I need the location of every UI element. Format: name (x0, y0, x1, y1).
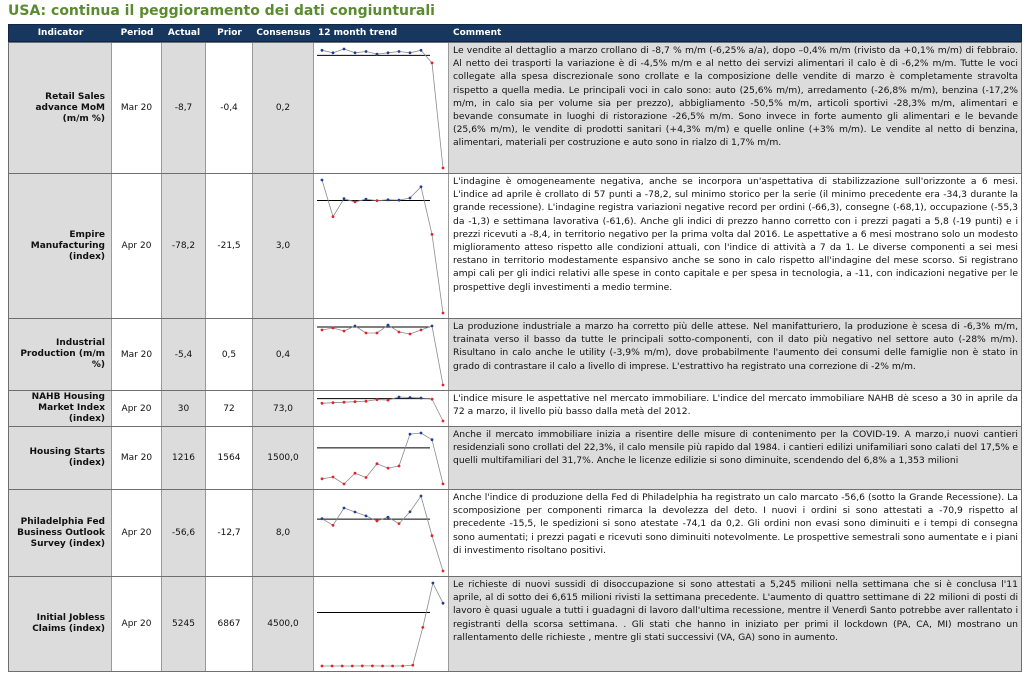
trend-point (321, 517, 324, 520)
period-value: Apr 20 (112, 391, 162, 426)
indicator-name: Philadelphia Fed Business Outlook Survey (index) (9, 490, 112, 576)
page-title: USA: continua il peggioramento dei dati congiunturali (8, 3, 435, 19)
trend-point (361, 665, 364, 668)
trend-chart (314, 319, 449, 390)
trend-point (442, 602, 445, 605)
indicator-name: Retail Sales advance MoM (m/m %) (9, 43, 112, 173)
trend-point (354, 511, 357, 514)
trend-point (387, 51, 390, 54)
period-value: Mar 20 (112, 427, 162, 489)
sparkline (314, 174, 448, 318)
period-value: Apr 20 (112, 490, 162, 576)
indicator-name: Industrial Production (m/m %) (9, 319, 112, 390)
comment-text: Le vendite al dettaglio a marzo crollano di -8,7 % m/m (-6,25% a/a), dopo –0,4% m/m (rivisto da +0,1% m/m) di febbraio. Al netto dei trasporti la variazione è di -4,5% m/m e al netto dei servizi alimentari il calo è di -6,2% m/m. Tutte le voci collegate alla spesa discrezionale sono crollate e la composizione delle vendite di marzo è completamente stravolta rispetto a quella media. Le principali voci in calo sono: auto (25,6% m/m), arredamento (-26,8% m/m), benzina (-17,2% m/m, in calo sia per volume sia per prezzo), abbigliamento -50,5% m/m, articoli sportivi -28,3% m/m, alimentari e bevande consumate in luoghi di ristorazione -26,5% m/m. Sono invece in forte aumento gli alimentari e le bevande (25,6% m/m), le vendite di prodotti sanitari (+4,3% m/m) e quelle online (+3% m/m). Le vendite al netto di benzina, alimentari, materiali per costruzione e auto sono in rialzo di 1,7% m/m. (449, 43, 1021, 173)
header-trend: 12 month trend (318, 28, 398, 38)
trend-point (365, 50, 368, 53)
prior-value: 6867 (206, 577, 253, 671)
trend-line (322, 496, 443, 571)
comment-text: Le richieste di nuovi sussidi di disoccupazione si sono attestati a 5,245 milioni nella settimana che si è conclusa l'11 aprile, al di sotto dei 6,615 milioni rivisti la settimana precedente. L'aumento di quattro settimane di 22 milioni di posti di lavoro è quasi uguale a tutti i guadagni di lavoro dall'ultima recessione, mentre il Venerdì Santo potrebbe aver rallentato i registranti della scorsa settimana. . Gli stati che hanno in iniziato per primi il lockdown (PA, CA, MI) mostrano un rallentamento delle richieste , mentre gli stati successivi (VA, GA) sono in aumento. (449, 577, 1021, 671)
period-value: Mar 20 (112, 43, 162, 173)
trend-point (321, 329, 324, 332)
trend-chart (314, 490, 449, 576)
comment-text: L'indagine è omogeneamente negativa, anche se incorpora un'aspettativa di stabilizzazione sull'orizzonte a 6 mesi. L'indice ad aprile è crollato di 57 punti a -78,2, sul minimo storico per la serie (il minimo precedente era -34,3 durante la grande recessione). L'indagine registra variazioni negative record per ordini (-66,3), consegne (-68,1), occupazione (-55,3 da -1,3) e settimana lavorativa (-61,6). Anche gli indici di prezzo hanno corretto con i prezzi pagati a 5,8 (-19 punti) e i prezzi ricevuti a -8,4, in territorio negativo per la prima volta dal 2016. Le aspettative a 6 mesi mostrano solo un modesto miglioramento atteso rispetto alle condizioni attuali, con l'indice di attività a 7 da 1. Le diverse componenti a sei mesi restano in territorio modestamente espansivo anche se sono in calo rispetto all'indagine del mese scorso. Si registrano ampi cali per gli indici relativi alle spese in conto capitale e per spesa in tecnologia, a -11, con indicazioni negative per le prospettive degli investimenti a medio termine. (453, 176, 1018, 293)
period-value: Apr 20 (112, 174, 162, 318)
trend-point (387, 399, 390, 402)
trend-point (398, 396, 401, 399)
consensus-value: 4500,0 (253, 577, 314, 671)
trend-point (332, 51, 335, 54)
trend-point (321, 665, 324, 668)
trend-point (411, 664, 414, 667)
trend-point (409, 333, 412, 336)
table-row (8, 576, 1022, 672)
trend-point (354, 472, 357, 475)
trend-chart (314, 174, 449, 318)
trend-point (354, 51, 357, 54)
sparkline (314, 43, 448, 173)
trend-point (409, 197, 412, 200)
trend-point (420, 49, 423, 52)
trend-point (442, 483, 445, 486)
table-row (8, 42, 1022, 174)
actual-value: -78,2 (162, 174, 206, 318)
prior-value: -21,5 (206, 174, 253, 318)
trend-point (432, 582, 435, 585)
trend-point (351, 665, 354, 668)
trend-point (442, 384, 445, 387)
trend-point (387, 324, 390, 327)
consensus-value: 1500,0 (253, 427, 314, 489)
period-value: Apr 20 (112, 577, 162, 671)
trend-point (431, 438, 434, 441)
header-comment: Comment (453, 28, 502, 38)
consensus-value: 0,4 (253, 319, 314, 390)
header-indicator: Indicator (37, 28, 84, 38)
table-row (8, 173, 1022, 319)
trend-point (420, 495, 423, 498)
trend-point (321, 477, 324, 480)
trend-chart (314, 391, 449, 426)
indicator-name: Housing Starts (index) (9, 427, 112, 489)
prior-value: -0,4 (206, 43, 253, 173)
trend-point (409, 396, 412, 399)
trend-line (322, 433, 443, 484)
sparkline (314, 427, 448, 489)
trend-point (431, 233, 434, 236)
trend-point (343, 330, 346, 333)
trend-point (376, 520, 379, 523)
comment-text: La produzione industriale a marzo ha corretto più delle attese. Nel manifatturiero, la produzione è scesa di -6,3% m/m, trainata verso il basso da tutte le principali sotto-componenti, con il dato più negativo nel settore auto (-28% m/m). Risultano in calo anche le utility (-3,9% m/m), dove probabilmente l'aumento dei consumi delle famiglie non è stato in grado di contrastare il calo a livello di imprese. L'estrattivo ha registrato una correzione di -2% m/m. (449, 319, 1021, 390)
trend-line (322, 583, 443, 666)
trend-point (420, 329, 423, 332)
prior-value: 72 (206, 391, 253, 426)
table-row (8, 390, 1022, 427)
header-period: Period (120, 28, 154, 38)
trend-point (332, 401, 335, 404)
trend-point (376, 462, 379, 465)
trend-point (354, 201, 357, 204)
trend-point (387, 467, 390, 470)
trend-point (431, 398, 434, 401)
table-row (8, 426, 1022, 490)
trend-point (420, 397, 423, 400)
trend-point (321, 179, 324, 182)
indicator-name: Initial Jobless Claims (index) (9, 577, 112, 671)
sparkline (314, 391, 448, 426)
table-header (8, 24, 1022, 42)
consensus-value: 8,0 (253, 490, 314, 576)
actual-value: 1216 (162, 427, 206, 489)
table-row (8, 489, 1022, 577)
trend-point (401, 665, 404, 668)
header-consensus: Consensus (256, 28, 311, 38)
trend-point (409, 51, 412, 54)
prior-value: 0,5 (206, 319, 253, 390)
trend-point (365, 476, 368, 479)
trend-point (343, 197, 346, 200)
consensus-value: 3,0 (253, 174, 314, 318)
trend-point (354, 400, 357, 403)
prior-value: 1564 (206, 427, 253, 489)
prior-value: -12,7 (206, 490, 253, 576)
trend-point (398, 50, 401, 53)
sparkline (314, 319, 448, 390)
trend-point (420, 432, 423, 435)
trend-point (387, 198, 390, 201)
trend-point (365, 332, 368, 335)
trend-point (398, 199, 401, 202)
trend-point (365, 400, 368, 403)
consensus-value: 0,2 (253, 43, 314, 173)
period-value: Mar 20 (112, 319, 162, 390)
trend-point (343, 507, 346, 510)
indicator-name: NAHB Housing Market Index (index) (9, 391, 112, 426)
sparkline (314, 577, 448, 671)
trend-line (322, 49, 443, 168)
trend-point (343, 401, 346, 404)
trend-point (365, 198, 368, 201)
trend-point (376, 332, 379, 335)
trend-point (420, 185, 423, 188)
trend-line (322, 325, 443, 385)
indicator-name: Empire Manufacturing (index) (9, 174, 112, 318)
trend-point (332, 215, 335, 218)
trend-point (409, 433, 412, 436)
trend-point (398, 331, 401, 334)
trend-point (381, 665, 384, 668)
trend-point (331, 665, 334, 668)
trend-point (354, 325, 357, 328)
trend-point (343, 483, 346, 486)
trend-point (341, 665, 344, 668)
trend-point (431, 534, 434, 537)
comment-text: Anche il mercato immobiliare inizia a risentire delle misure di contenimento per la COVID-19. A marzo,i nuovi cantieri residenziali sono crollati del 22,3%, il calo mensile più rapido dal 1984. i cantieri edilizi unifamiliari sono calati del 17,5% e quelli multifamiliari del 31,7%. Anche le licenze edilizie si sono diminuite, scendendo del 6,8% a 1,353 milioni (449, 427, 1021, 489)
trend-point (431, 325, 434, 328)
actual-value: 30 (162, 391, 206, 426)
trend-point (365, 515, 368, 518)
trend-point (431, 62, 434, 65)
trend-point (421, 626, 424, 629)
trend-point (398, 465, 401, 468)
trend-point (332, 476, 335, 479)
trend-line (322, 180, 443, 313)
trend-point (376, 398, 379, 401)
trend-point (409, 510, 412, 513)
trend-point (332, 327, 335, 330)
header-prior: Prior (217, 28, 242, 38)
actual-value: 5245 (162, 577, 206, 671)
actual-value: -8,7 (162, 43, 206, 173)
trend-point (391, 665, 394, 668)
comment-text: Anche l'indice di produzione della Fed di Philadelphia ha registrato un calo marcato -56,6 (sotto la Grande Recessione). La scomposizione per componenti rimarca la devolezza del deto. I nuovi i ordini si sono attestati a -70,9 rispetto al precedente -15,5, le spedizioni si sono atestate -74,1 da 0,2. Gli ordini non evasi sono diminuiti e i tempi di consegna sono aumentati; i prezzi pagati e ricevuti sono diminuiti notevolmente. Le prospettive semestrali sono aumentate e i piani di investimento risoltano positivi. (453, 492, 1018, 556)
trend-point (442, 167, 445, 170)
trend-chart (314, 427, 449, 489)
trend-point (371, 665, 374, 668)
header-actual: Actual (167, 28, 201, 38)
trend-chart (314, 577, 449, 671)
trend-point (343, 48, 346, 51)
trend-line (322, 397, 443, 421)
actual-value: -5,4 (162, 319, 206, 390)
trend-point (442, 570, 445, 573)
sparkline (314, 490, 448, 576)
trend-point (332, 524, 335, 527)
trend-chart (314, 43, 449, 173)
actual-value: -56,6 (162, 490, 206, 576)
trend-point (442, 420, 445, 423)
trend-point (398, 522, 401, 525)
trend-point (321, 49, 324, 52)
trend-point (442, 312, 445, 315)
trend-point (376, 53, 379, 56)
trend-point (376, 199, 379, 202)
table-row (8, 318, 1022, 391)
trend-point (321, 402, 324, 405)
trend-point (387, 516, 390, 519)
consensus-value: 73,0 (253, 391, 314, 426)
comment-text: L'indice misure le aspettative nel mercato immobiliare. L'indice del mercato immobiliare NAHB dè sceso a 30 in aprile da 72 a marzo, il livello più basso dalla metà del 2012. (453, 393, 1018, 418)
